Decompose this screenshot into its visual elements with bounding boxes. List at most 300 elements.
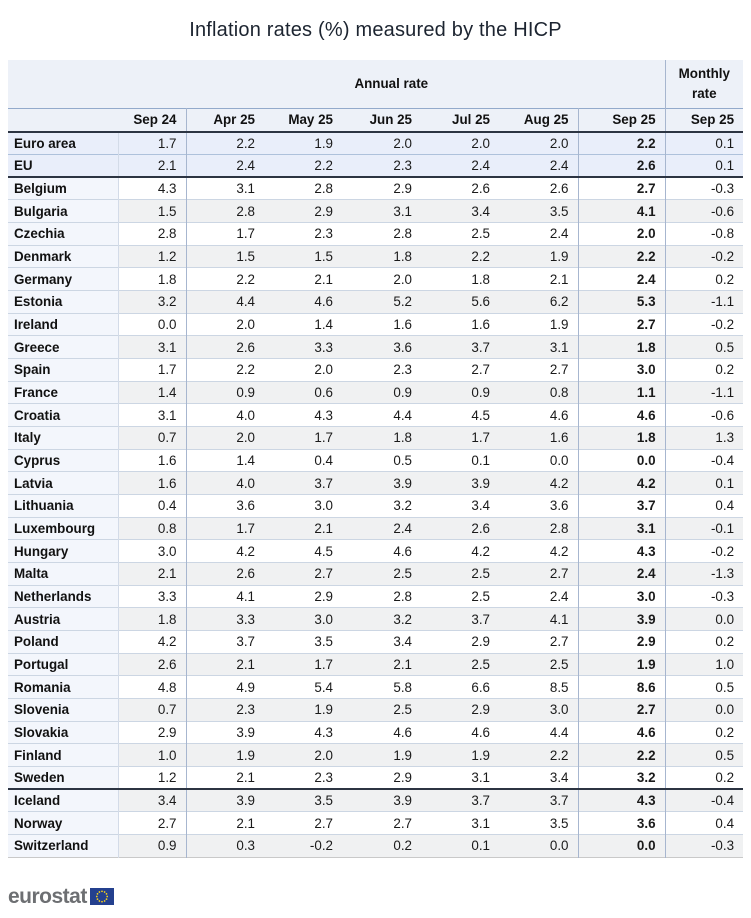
value-cell: 1.9 [499,245,578,268]
value-cell: 2.3 [186,698,264,721]
value-cell: 5.3 [578,291,665,314]
value-cell: -0.4 [665,449,743,472]
value-cell: 4.6 [342,721,421,744]
table-row-germany [8,268,743,291]
column-header-4-jul-25: Jul 25 [421,108,499,132]
value-cell: 3.9 [578,608,665,631]
value-cell: 1.0 [118,744,186,767]
value-cell: 2.6 [421,517,499,540]
country-cell: Germany [8,268,118,291]
value-cell: 1.9 [264,698,342,721]
value-cell: 1.1 [578,381,665,404]
value-cell: 5.8 [342,676,421,699]
value-cell: 0.1 [421,834,499,857]
table-row-ireland [8,313,743,336]
value-cell: 2.7 [578,313,665,336]
value-cell: 1.8 [342,245,421,268]
column-header-2-may-25: May 25 [264,108,342,132]
value-cell: 2.2 [186,132,264,155]
value-cell: 3.0 [118,540,186,563]
value-cell: 3.4 [421,495,499,518]
value-cell: -0.6 [665,200,743,223]
value-cell: 2.9 [342,766,421,789]
value-cell: 1.8 [578,336,665,359]
value-cell: 2.1 [342,653,421,676]
country-cell: Greece [8,336,118,359]
value-cell: 2.7 [578,698,665,721]
value-cell: 0.2 [342,834,421,857]
value-cell: 3.0 [578,585,665,608]
value-cell: 1.0 [665,653,743,676]
value-cell: 1.6 [421,313,499,336]
value-cell: -0.4 [665,789,743,812]
country-cell: Italy [8,427,118,450]
value-cell: 1.5 [186,245,264,268]
value-cell: 1.9 [421,744,499,767]
value-cell: 2.8 [118,223,186,246]
value-cell: 2.1 [118,562,186,585]
value-cell: 2.3 [342,155,421,178]
table-row-finland [8,744,743,767]
value-cell: 2.3 [264,766,342,789]
value-cell: 3.1 [118,336,186,359]
value-cell: 0.4 [665,812,743,835]
value-cell: 2.1 [264,268,342,291]
value-cell: 5.6 [421,291,499,314]
value-cell: 4.5 [421,404,499,427]
value-cell: 4.0 [186,472,264,495]
value-cell: 3.1 [578,517,665,540]
value-cell: 3.7 [421,336,499,359]
value-cell: 1.8 [421,268,499,291]
value-cell: 0.8 [118,517,186,540]
value-cell: 2.0 [342,268,421,291]
value-cell: 2.1 [118,155,186,178]
value-cell: 2.4 [342,517,421,540]
value-cell: 2.9 [264,585,342,608]
table-row-latvia [8,472,743,495]
value-cell: 2.1 [186,766,264,789]
value-cell: 0.0 [578,449,665,472]
value-cell: 4.8 [118,676,186,699]
eurostat-wordmark: eurostat [8,885,87,908]
value-cell: 4.3 [578,789,665,812]
value-cell: 2.5 [421,562,499,585]
value-cell: 6.6 [421,676,499,699]
table-row-croatia [8,404,743,427]
value-cell: 2.8 [499,517,578,540]
value-cell: 1.7 [264,427,342,450]
value-cell: 2.9 [578,630,665,653]
value-cell: 2.0 [264,744,342,767]
table-row-slovenia [8,698,743,721]
value-cell: 3.7 [421,789,499,812]
table-row-netherlands [8,585,743,608]
value-cell: 1.4 [264,313,342,336]
value-cell: 0.1 [665,472,743,495]
annual-rate-group-header: Annual rate [118,60,665,108]
monthly-rate-group-header: Monthly rate [665,60,743,108]
corner-cell [8,60,118,108]
group-header-row [8,60,743,108]
value-cell: 0.2 [665,721,743,744]
country-cell: Hungary [8,540,118,563]
value-cell: 3.9 [186,721,264,744]
value-cell: 4.6 [342,540,421,563]
value-cell: 0.0 [578,834,665,857]
column-header-row [8,108,743,132]
value-cell: 0.2 [665,766,743,789]
value-cell: 3.3 [118,585,186,608]
table-row-greece [8,336,743,359]
value-cell: -0.2 [665,245,743,268]
value-cell: 2.9 [118,721,186,744]
value-cell: 2.4 [578,562,665,585]
value-cell: 4.2 [578,472,665,495]
table-row-denmark [8,245,743,268]
value-cell: 2.3 [342,359,421,382]
value-cell: 0.3 [186,834,264,857]
value-cell: 2.5 [421,223,499,246]
value-cell: 3.4 [421,200,499,223]
value-cell: 0.9 [421,381,499,404]
value-cell: 0.1 [665,132,743,155]
value-cell: 0.1 [665,155,743,178]
value-cell: 2.0 [578,223,665,246]
value-cell: 2.6 [118,653,186,676]
value-cell: 1.8 [342,427,421,450]
value-cell: 1.7 [118,132,186,155]
value-cell: 0.2 [665,359,743,382]
value-cell: -0.3 [665,585,743,608]
value-cell: 1.6 [499,427,578,450]
value-cell: 4.1 [499,608,578,631]
value-cell: 3.4 [342,630,421,653]
value-cell: 4.3 [118,177,186,200]
value-cell: 3.1 [186,177,264,200]
value-cell: 1.9 [264,132,342,155]
column-header-0-sep-24: Sep 24 [118,108,186,132]
value-cell: 0.9 [342,381,421,404]
value-cell: 4.9 [186,676,264,699]
country-cell: Austria [8,608,118,631]
value-cell: 4.4 [499,721,578,744]
country-cell: Iceland [8,789,118,812]
value-cell: 0.5 [665,744,743,767]
table-row-eu [8,155,743,178]
value-cell: 0.7 [118,698,186,721]
value-cell: 2.5 [342,698,421,721]
value-cell: 1.7 [186,223,264,246]
value-cell: 2.2 [186,359,264,382]
country-cell: Euro area [8,132,118,155]
eurostat-logo [8,886,114,907]
value-cell: 0.9 [186,381,264,404]
value-cell: 0.7 [118,427,186,450]
value-cell: 2.1 [499,268,578,291]
value-cell: 0.5 [342,449,421,472]
country-cell: Denmark [8,245,118,268]
value-cell: 4.1 [186,585,264,608]
value-cell: 4.6 [421,721,499,744]
value-cell: 3.6 [578,812,665,835]
value-cell: 3.7 [421,608,499,631]
table-row-sweden [8,766,743,789]
value-cell: 2.5 [499,653,578,676]
value-cell: 2.6 [186,562,264,585]
value-cell: 0.2 [665,630,743,653]
value-cell: 1.2 [118,766,186,789]
value-cell: -0.3 [665,177,743,200]
value-cell: 4.2 [421,540,499,563]
value-cell: 2.6 [578,155,665,178]
value-cell: 2.7 [118,812,186,835]
page-title: Inflation rates (%) measured by the HICP [189,19,562,41]
table-row-hungary [8,540,743,563]
country-cell: Portugal [8,653,118,676]
value-cell: 2.7 [421,359,499,382]
value-cell: 3.5 [499,200,578,223]
value-cell: 3.5 [264,630,342,653]
table-row-iceland [8,789,743,812]
value-cell: 0.4 [264,449,342,472]
value-cell: 3.1 [421,812,499,835]
value-cell: 2.1 [186,653,264,676]
value-cell: 0.5 [665,336,743,359]
country-cell: Cyprus [8,449,118,472]
value-cell: 0.0 [665,698,743,721]
column-header-6-sep-25: Sep 25 [578,108,665,132]
value-cell: 4.6 [578,404,665,427]
value-cell: 2.2 [264,155,342,178]
value-cell: 2.0 [499,132,578,155]
column-header-1-apr-25: Apr 25 [186,108,264,132]
value-cell: -0.8 [665,223,743,246]
value-cell: 3.7 [264,472,342,495]
value-cell: 2.8 [342,223,421,246]
table-row-czechia [8,223,743,246]
value-cell: 1.6 [118,472,186,495]
table-row-poland [8,630,743,653]
value-cell: 4.3 [264,721,342,744]
country-cell: Bulgaria [8,200,118,223]
value-cell: 2.7 [499,630,578,653]
value-cell: 4.4 [342,404,421,427]
value-cell: 1.4 [118,381,186,404]
country-cell: Czechia [8,223,118,246]
value-cell: 2.2 [421,245,499,268]
value-cell: 4.0 [186,404,264,427]
country-cell: Finland [8,744,118,767]
value-cell: 1.8 [118,268,186,291]
value-cell: 3.7 [499,789,578,812]
value-cell: 1.6 [342,313,421,336]
value-cell: 4.2 [499,540,578,563]
value-cell: 0.0 [665,608,743,631]
value-cell: 8.5 [499,676,578,699]
value-cell: 2.0 [264,359,342,382]
value-cell: 2.2 [578,245,665,268]
value-cell: 1.9 [186,744,264,767]
value-cell: 2.0 [421,132,499,155]
value-cell: 1.2 [118,245,186,268]
value-cell: 2.0 [186,427,264,450]
country-cell: Poland [8,630,118,653]
value-cell: 1.9 [499,313,578,336]
value-cell: 3.1 [499,336,578,359]
value-cell: 2.6 [421,177,499,200]
value-cell: 2.1 [264,517,342,540]
country-cell: Ireland [8,313,118,336]
value-cell: 4.2 [499,472,578,495]
value-cell: 2.4 [186,155,264,178]
value-cell: 4.6 [499,404,578,427]
value-cell: 2.8 [342,585,421,608]
table-row-austria [8,608,743,631]
country-cell: France [8,381,118,404]
value-cell: 0.2 [665,268,743,291]
value-cell: 3.9 [342,472,421,495]
value-cell: 4.2 [186,540,264,563]
value-cell: 1.3 [665,427,743,450]
value-cell: 1.8 [578,427,665,450]
value-cell: 1.7 [421,427,499,450]
value-cell: 2.7 [342,812,421,835]
value-cell: 3.0 [499,698,578,721]
value-cell: -0.2 [665,313,743,336]
value-cell: 2.4 [421,155,499,178]
value-cell: 2.4 [499,155,578,178]
country-cell: Norway [8,812,118,835]
value-cell: 3.7 [186,630,264,653]
value-cell: 3.5 [499,812,578,835]
value-cell: 4.1 [578,200,665,223]
table-row-cyprus [8,449,743,472]
country-cell: Latvia [8,472,118,495]
value-cell: -0.2 [264,834,342,857]
value-cell: 3.9 [186,789,264,812]
table-row-luxembourg [8,517,743,540]
table-row-estonia [8,291,743,314]
value-cell: 2.0 [342,132,421,155]
value-cell: 0.0 [499,834,578,857]
value-cell: 5.2 [342,291,421,314]
value-cell: 2.9 [342,177,421,200]
value-cell: -1.1 [665,381,743,404]
value-cell: 2.5 [421,585,499,608]
value-cell: 3.9 [421,472,499,495]
value-cell: 3.7 [578,495,665,518]
value-cell: -0.2 [665,540,743,563]
value-cell: 1.7 [186,517,264,540]
country-cell: Belgium [8,177,118,200]
value-cell: 0.9 [118,834,186,857]
table-row-bulgaria [8,200,743,223]
value-cell: 2.7 [578,177,665,200]
value-cell: 3.0 [264,495,342,518]
value-cell: 3.1 [118,404,186,427]
value-cell: 1.7 [264,653,342,676]
column-header-7-sep-25: Sep 25 [665,108,743,132]
value-cell: 3.2 [342,495,421,518]
value-cell: 4.4 [186,291,264,314]
value-cell: 3.1 [421,766,499,789]
country-cell: Malta [8,562,118,585]
value-cell: 1.5 [264,245,342,268]
value-cell: 3.6 [186,495,264,518]
eu-flag-icon [90,888,114,905]
table-row-belgium [8,177,743,200]
value-cell: 4.5 [264,540,342,563]
table-row-spain [8,359,743,382]
value-cell: 2.6 [499,177,578,200]
value-cell: 1.4 [186,449,264,472]
value-cell: 0.8 [499,381,578,404]
country-cell: Sweden [8,766,118,789]
value-cell: 2.8 [264,177,342,200]
value-cell: 3.4 [118,789,186,812]
value-cell: 2.7 [499,562,578,585]
value-cell: 2.9 [421,698,499,721]
table-row-euro-area [8,132,743,155]
value-cell: 0.0 [118,313,186,336]
value-cell: 4.3 [578,540,665,563]
value-cell: 2.1 [186,812,264,835]
value-cell: 5.4 [264,676,342,699]
value-cell: 4.3 [264,404,342,427]
value-cell: 3.6 [342,336,421,359]
value-cell: 3.2 [118,291,186,314]
value-cell: -0.3 [665,834,743,857]
country-cell: Lithuania [8,495,118,518]
country-cell: Spain [8,359,118,382]
value-cell: 2.4 [578,268,665,291]
value-cell: 3.3 [264,336,342,359]
value-cell: 2.6 [186,336,264,359]
country-cell: Luxembourg [8,517,118,540]
value-cell: 2.7 [264,812,342,835]
value-cell: 1.6 [118,449,186,472]
country-cell: Slovenia [8,698,118,721]
table-row-norway [8,812,743,835]
value-cell: 0.6 [264,381,342,404]
value-cell: 2.4 [499,223,578,246]
value-cell: 0.0 [499,449,578,472]
value-cell: 2.5 [342,562,421,585]
value-cell: 2.4 [499,585,578,608]
value-cell: 1.7 [118,359,186,382]
value-cell: 2.2 [578,744,665,767]
country-cell: Croatia [8,404,118,427]
table-row-france [8,381,743,404]
country-cell: EU [8,155,118,178]
value-cell: 0.4 [665,495,743,518]
value-cell: -1.3 [665,562,743,585]
value-cell: -0.1 [665,517,743,540]
value-cell: 3.0 [264,608,342,631]
hicp-table [8,60,743,858]
value-cell: 2.2 [499,744,578,767]
value-cell: 3.5 [264,789,342,812]
value-cell: -0.6 [665,404,743,427]
column-header-3-jun-25: Jun 25 [342,108,421,132]
value-cell: 1.5 [118,200,186,223]
value-cell: 3.0 [578,359,665,382]
value-cell: 2.9 [421,630,499,653]
value-cell: 2.2 [186,268,264,291]
table-row-malta [8,562,743,585]
value-cell: 1.9 [578,653,665,676]
